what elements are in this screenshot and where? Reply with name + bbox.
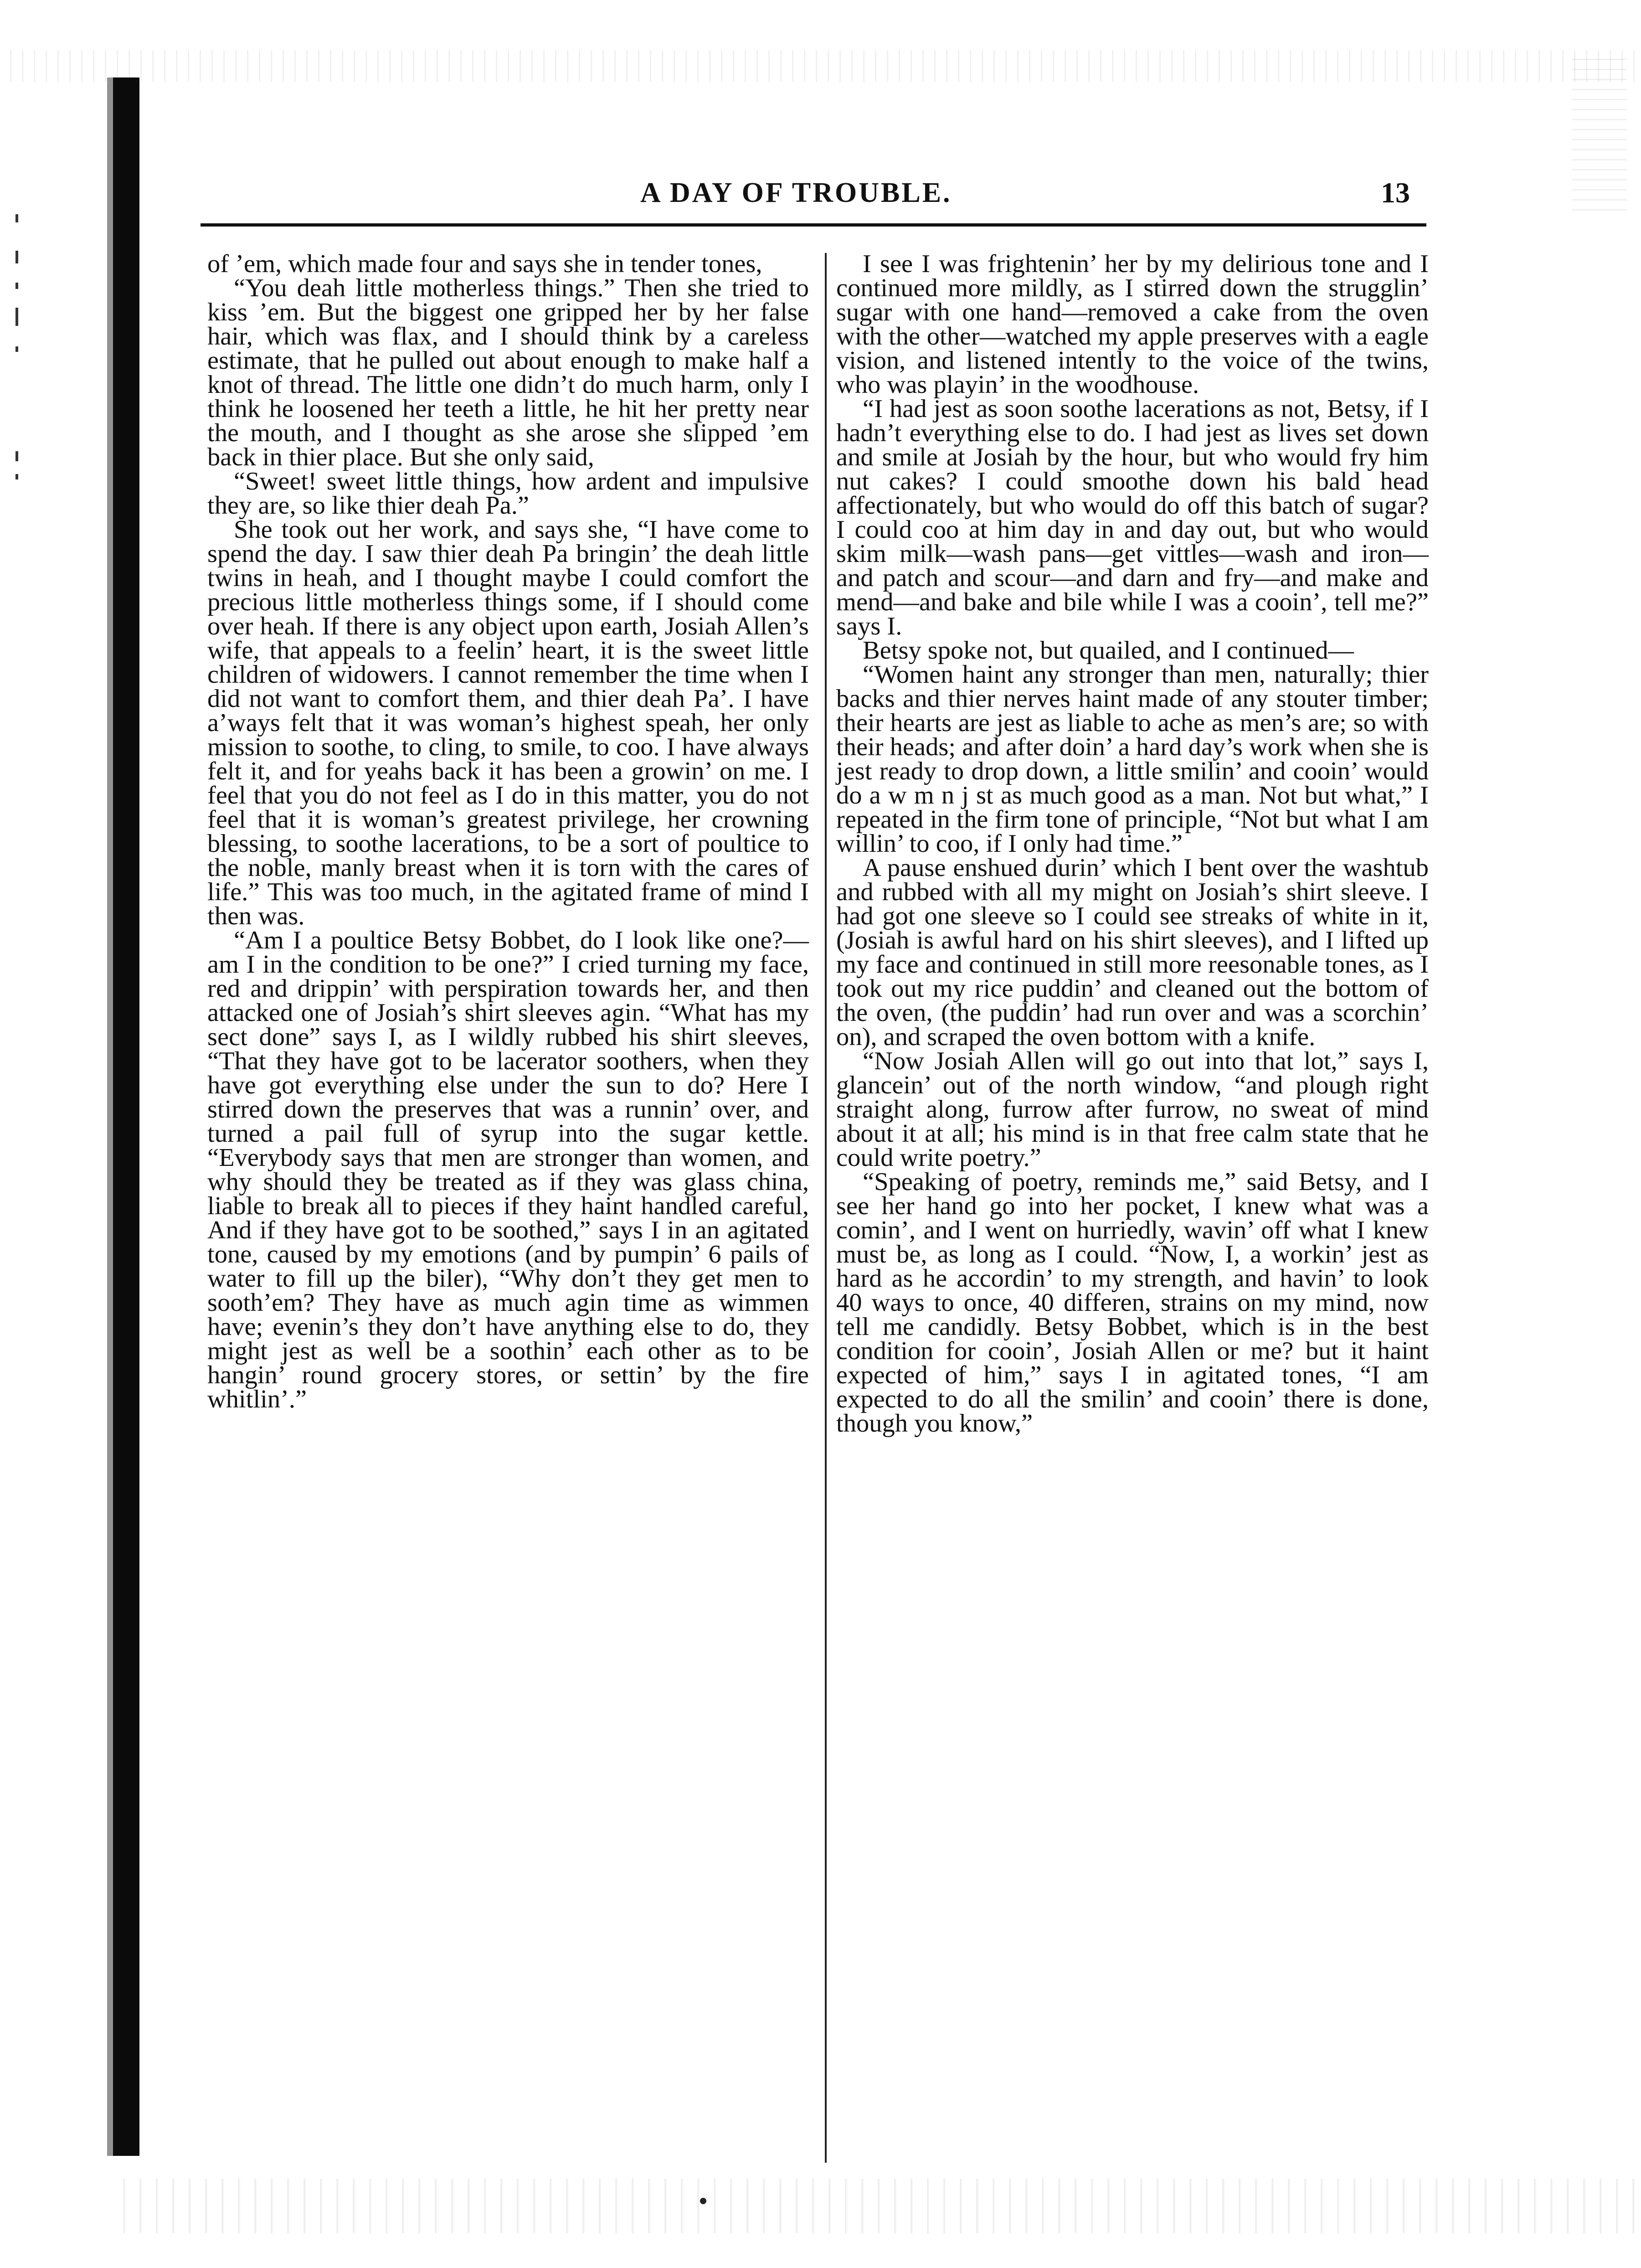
left-margin-marks	[8, 214, 26, 488]
paragraph: “I had jest as soon soothe lacerations as not, Betsy, if I hadn’t everything else to do. I had jest as lives set down and smile at Josiah by the hour, but who would fry him nut cakes? I could smoothe down his bald head affectionately, but who would do off this batch of sugar? I could coo at him day in and day out, but who would skim milk—wash pans—get vittles—wash and iron—and patch and scour—and darn and fry—and make and mend—and bake and bile while I was a cooin’, tell me?” says I.	[836, 395, 1429, 640]
right-edge-speckle	[1572, 55, 1627, 219]
paragraph: “Now Josiah Allen will go out into that lot,” says I, glancein’ out of the north window, “and plough right straight along, furrow after furrow, no sweat of mind about it at all; his mind is in that free calm state that he could write poetry.”	[836, 1047, 1429, 1172]
header-rule	[201, 223, 1426, 227]
top-edge-speckle	[0, 50, 1641, 82]
paragraph: Betsy spoke not, but quailed, and I continued—	[863, 636, 1354, 665]
paragraph: A pause enshued durin’ which I bent over the washtub and rubbed with all my might on Josiah’s shirt sleeve. I had got one sleeve so I could see streaks of white in it, (Josiah is awful hard on his shirt sleeves), and I lifted up my face and continued in still more reesonable tones, as I took out my rice puddin’ and cleaned out the bottom of the oven, (the puddin’ had run over and was a scorchin’ on), and scraped the oven bottom with a knife.	[836, 854, 1429, 1051]
running-title: A DAY OF TROUBLE.	[640, 177, 952, 208]
binding-edge	[113, 77, 139, 2156]
bottom-ink-dot	[700, 2198, 706, 2204]
binding-shadow	[107, 77, 113, 2156]
paragraph: “Women haint any stronger than men, naturally; thier backs and thier nerves haint made of any stouter timber; their hearts are jest as liable to ache as men’s are; so with their heads; and after doin’ a hard day’s work when she is jest ready to drop down, a little smilin’ and cooin’ would do a w m n j st as much good as a man. Not but what,” I repeated in the firm tone of principle, “Not but what I am willin’ to coo, if I only had time.”	[836, 660, 1429, 858]
paragraph: She took out her work, and says she, “I have come to spend the day. I saw thier deah Pa bringin’ the deah little twins in heah, and I thought maybe I could comfort the precious little motherless things some, if I should come over heah. If there is any object upon earth, Josiah Allen’s wife, that appeals to a feelin’ heart, it is the sweet little children of widowers. I cannot remember the time when I did not want to comfort them, and thier deah Pa’. I have a’ways felt that it was woman’s highest speah, her only mission to soothe, to cling, to smile, to coo. I have always felt it, and for yeahs back it has been a growin’ on me. I feel that you do not feel as I do in this matter, you do not feel that it is woman’s greatest privilege, her crowning blessing, to soothe lacerations, to be a sort of poultice to the noble, manly breast when it is torn with the cares of life.” This was too much, in the agitated frame of mind I then was.	[207, 515, 809, 930]
page-number: 13	[1381, 176, 1410, 209]
bottom-edge-speckle	[109, 2179, 1641, 2233]
paragraph: of ’em, which made four and says she in tender tones,	[207, 250, 762, 278]
paragraph: “Speaking of poetry, reminds me,” said Betsy, and I see her hand go into her pocket, I knew what was a comin’, and I went on hurriedly, wavin’ off what I knew must be, as long as I could. “Now, I, a workin’ jest as hard as he accordin’ to my strength, and havin’ to look 40 ways to once, 40 differen, strains on my mind, now tell me candidly. Betsy Bobbet, which is in the best condition for cooin’, Josiah Allen or me? but it haint expected of him,” says I in agitated tones, “I am expected to do all the smilin’ and cooin’ there is done, though you know,”	[836, 1168, 1429, 1438]
column-divider	[825, 253, 827, 2163]
paragraph: “Am I a poultice Betsy Bobbet, do I look like one?—am I in the condition to be one?” I cried turning my face, red and drippin’ with perspiration towards her, and then attacked one of Josiah’s shirt sleeves agin. “What has my sect done” says I, as I wildly rubbed his shirt sleeves, “That they have got to be lacerator soothers, when they have got everything else under the sun to do? Here I stirred down the preserves that was a runnin’ over, and turned a pail full of syrup into the sugar kettle. “Everybody says that men are stronger than women, and why should they be treated as if they was glass china, liable to break all to pieces if they haint handled careful, And if they have got to be soothed,” says I in an agitated tone, caused by my emotions (and by pumpin’ 6 pails of water to fill up the biler), “Why don’t they get men to sooth’em? They have as much agin time as wimmen have; evenin’s they don’t have anything else to do, they might jest as well be a soothin’ each other as to be hangin’ round grocery stores, or settin’ by the fire whitlin’.”	[207, 926, 809, 1413]
left-text-column	[207, 252, 809, 1412]
paragraph: “You deah little motherless things.” Then she tried to kiss ’em. But the biggest one gripped her by her false hair, which was flax, and I should think by a careless estimate, that he pulled out about enough to make half a knot of thread. The little one didn’t do much harm, only I think he loosened her teeth a little, he hit her pretty near the mouth, and I thought as she arose she slipped ’em back in thier place. But she only said,	[207, 274, 809, 471]
paragraph: I see I was frightenin’ her by my delirious tone and I continued more mildly, as I stirred down the strugglin’ sugar with one hand—removed a cake from the oven with the other—watched my apple preserves with a eagle vision, and listened intently to the voice of the twins, who was playin’ in the woodhouse.	[836, 250, 1429, 399]
right-text-column	[836, 252, 1429, 1436]
paragraph: “Sweet! sweet little things, how ardent and impulsive they are, so like thier deah Pa.”	[207, 467, 809, 520]
